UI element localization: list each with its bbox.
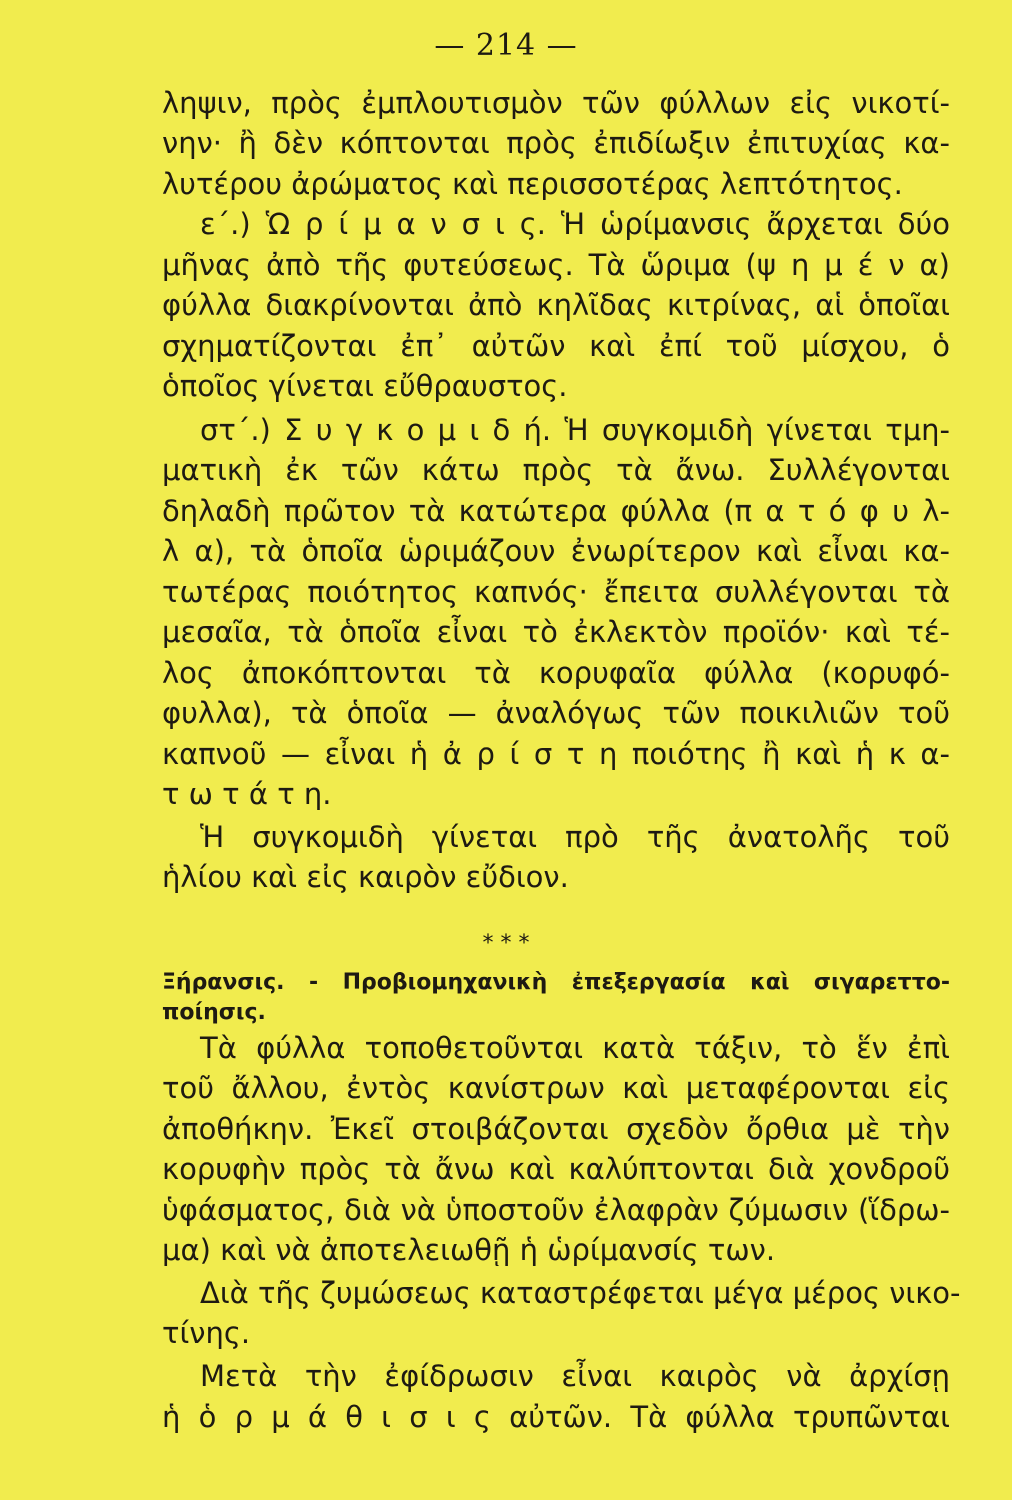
text-line: Ἡ συγκομιδὴ γίνεται πρὸ τῆς ἀνατολῆς τοῦ: [200, 820, 950, 854]
text-line: ἡλίου καὶ εἰς καιρὸν εὔδιον.: [162, 860, 569, 894]
text-line: κορυφὴν πρὸς τὰ ἄνω καὶ καλύπτονται διὰ χονδροῦ: [162, 1152, 950, 1186]
text-line: Μετὰ τὴν ἐφίδρωσιν εἶναι καιρὸς νὰ ἀρχίσῃ: [200, 1359, 950, 1393]
text-line: φυλλα), τὰ ὁποῖα — ἀναλόγως τῶν ποικιλιῶν τοῦ: [162, 696, 950, 730]
text-line: τίνης.: [162, 1316, 251, 1350]
text-line: δηλαδὴ πρῶτον τὰ κατώτερα φύλλα (π α τ ό φ υ λ-: [162, 494, 950, 528]
text-line: ληψιν, πρὸς ἐμπλουτισμὸν τῶν φύλλων εἰς νικοτί-: [162, 86, 950, 120]
page-number: — 214 —: [434, 28, 578, 63]
text-line: Διὰ τῆς ζυμώσεως καταστρέφεται μέγα μέρος νικο-: [200, 1276, 961, 1310]
text-line: ὁποῖος γίνεται εὔθραυστος.: [162, 369, 568, 403]
text-line: μεσαῖα, τὰ ὁποῖα εἶναι τὸ ἐκλεκτὸν προϊόν· καὶ τέ-: [162, 615, 950, 649]
text-line: μα) καὶ νὰ ἀποτελειωθῇ ἡ ὡρίμανσίς των.: [162, 1233, 776, 1267]
text-line: στ΄.) Σ υ γ κ ο μ ι δ ή. Ἡ συγκομιδὴ γίνεται τμη-: [200, 413, 950, 447]
section-separator: * * *: [482, 931, 530, 956]
text-line: ματικὴ ἐκ τῶν κάτω πρὸς τὰ ἄνω. Συλλέγονται: [162, 453, 950, 487]
text-line: λ α), τὰ ὁποῖα ὡριμάζουν ἐνωρίτερον καὶ εἶναι κα-: [162, 534, 950, 568]
text-line: σχηματίζονται ἐπ᾿ αὐτῶν καὶ ἐπί τοῦ μίσχου, ὁ: [162, 329, 950, 363]
text-line: νην· ἢ δὲν κόπτονται πρὸς ἐπιδίωξιν ἐπιτυχίας κα-: [162, 126, 950, 160]
text-line: τ ω τ ά τ η.: [162, 777, 332, 811]
section-heading: Ξήρανσις. - Προβιομηχανικὴ ἐπεξεργασία καὶ σιγαρεττο-: [162, 970, 950, 995]
text-line: τωτέρας ποιότητος καπνός· ἔπειτα συλλέγονται τὰ: [162, 575, 950, 609]
text-line: καπνοῦ — εἶναι ἡ ἀ ρ ί σ τ η ποιότης ἢ καὶ ἡ κ α-: [162, 737, 950, 771]
text-line: μῆνας ἀπὸ τῆς φυτεύσεως. Τὰ ὥριμα (ψ η μ έ ν α): [162, 248, 950, 282]
text-line: ε΄.) Ὡ ρ ί μ α ν σ ι ς. Ἡ ὡρίμανσις ἄρχεται δύο: [200, 207, 950, 241]
text-line: τοῦ ἄλλου, ἐντὸς κανίστρων καὶ μεταφέρονται εἰς: [162, 1071, 950, 1105]
text-line: ὑφάσματος, διὰ νὰ ὑποστοῦν ἐλαφρὰν ζύμωσιν (ἵδρω-: [162, 1193, 950, 1227]
text-line: Τὰ φύλλα τοποθετοῦνται κατὰ τάξιν, τὸ ἕν ἐπὶ: [200, 1031, 950, 1065]
section-heading: ποίησις.: [162, 1000, 266, 1025]
text-line: ἀποθήκην. Ἐκεῖ στοιβάζονται σχεδὸν ὄρθια μὲ τὴν: [162, 1112, 950, 1146]
text-line: λος ἀποκόπτονται τὰ κορυφαῖα φύλλα (κορυφό-: [162, 656, 950, 690]
text-line: φύλλα διακρίνονται ἀπὸ κηλῖδας κιτρίνας, αἱ ὁποῖαι: [162, 288, 950, 322]
text-line: λυτέρου ἀρώματος καὶ περισσοτέρας λεπτότητος.: [162, 167, 903, 201]
text-line: ἡ ὁ ρ μ ά θ ι σ ι ς αὐτῶν. Τὰ φύλλα τρυπῶνται: [162, 1400, 950, 1434]
